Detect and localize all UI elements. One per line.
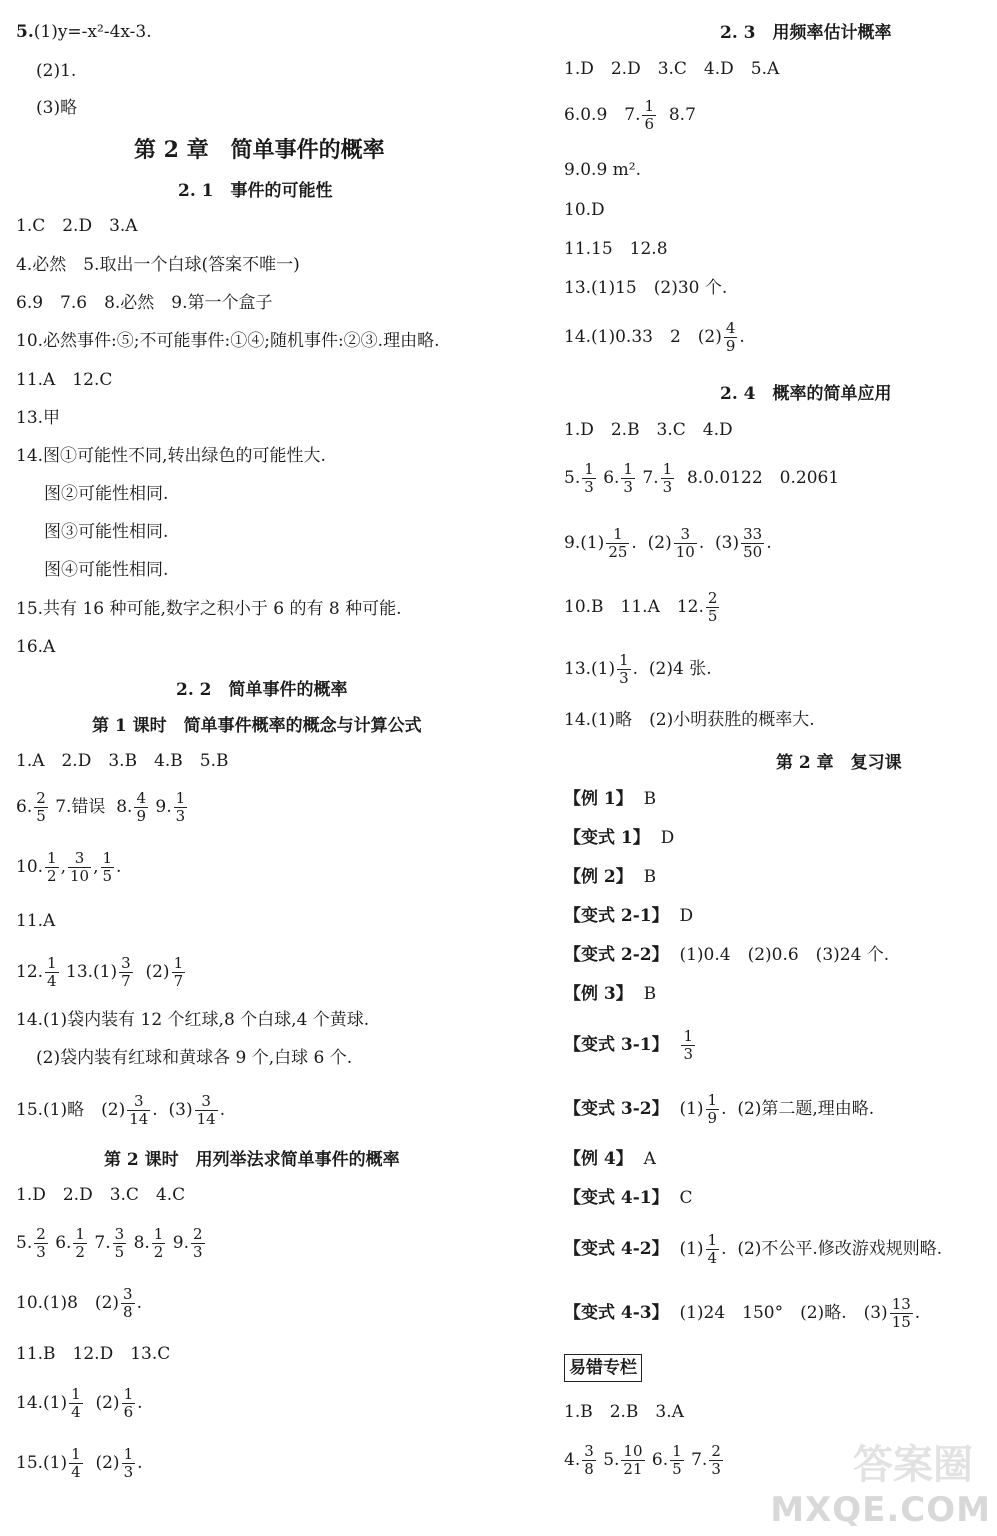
error-line-4: 4. $\frac{3}{8}$ 5. $\frac{10}{21}$ 6. $\frac{1}{5}$ 7. $\frac{2}{3}$ — [564, 1442, 721, 1478]
section-2-3-title: 2. 3 用频率估计概率 — [720, 23, 892, 43]
s21-line: 6.9 7.6 8.必然 9.第一个盒子 — [16, 293, 273, 313]
review-item: 【例 4】 A — [564, 1149, 656, 1169]
s23-line: 9.0.9 m². — [564, 160, 641, 180]
s23-line: 1.D 2.D 3.C 4.D 5.A — [564, 59, 780, 79]
s21-line: 10.必然事件:⑤;不可能事件:①④;随机事件:②③.理由略. — [16, 331, 440, 351]
fraction: $\frac{2}{5}$ — [36, 789, 46, 825]
s21-line: 图②可能性相同. — [44, 484, 169, 504]
fraction: $\frac{1}{25}$ — [608, 525, 628, 561]
s23-line-6: 6.0.9 7. $\frac{1}{6}$ 8.7 — [564, 97, 696, 133]
s21-line: 图③可能性相同. — [44, 522, 169, 542]
s21-line: 4.必然 5.取出一个白球(答案不唯一) — [16, 255, 300, 275]
fraction: $\frac{1}{4}$ — [707, 1231, 718, 1267]
k2-line-10: 10.(1)8 (2) $\frac{3}{8}$ . — [16, 1285, 142, 1321]
fraction: $\frac{1}{3}$ — [683, 1027, 693, 1063]
fraction: $\frac{33}{50}$ — [743, 525, 763, 561]
fraction: $\frac{3}{8}$ — [123, 1285, 133, 1321]
answer-5: 5.(1)y=-x²-4x-3. — [16, 22, 152, 42]
s21-line: 11.A 12.C — [16, 370, 113, 390]
fraction: $\frac{3}{10}$ — [675, 525, 695, 561]
review-item-4-2: 【变式 4-2】 (1) $\frac{1}{4}$ . (2)不公平.修改游戏规则略. — [564, 1231, 943, 1267]
fraction: $\frac{1}{5}$ — [102, 849, 113, 885]
fraction: $\frac{1}{5}$ — [672, 1442, 682, 1478]
fraction: $\frac{1}{6}$ — [644, 97, 655, 133]
review-item-4-3: 【变式 4-3】 (1)24 150° (2)略. (3) $\frac{13}{15}$ . — [564, 1295, 921, 1331]
k1-line-10: 10. $\frac{1}{2}$ , $\frac{3}{10}$ , $\frac{1}{5}$ . — [16, 849, 122, 885]
k2-line-5: 5. $\frac{2}{3}$ 6. $\frac{1}{2}$ 7. $\frac{3}{5}$ 8. $\frac{1}{2}$ 9. $\frac{2}{3}$ — [16, 1225, 203, 1261]
review-item: 【变式 4-1】 C — [564, 1188, 693, 1208]
fraction: $\frac{4}{9}$ — [725, 319, 736, 355]
watermark-logo: 答案圈 — [853, 1442, 973, 1488]
lesson-1-title: 第 1 课时 简单事件概率的概念与计算公式 — [92, 716, 422, 736]
fraction: $\frac{3}{14}$ — [196, 1092, 216, 1128]
fraction: $\frac{1}{3}$ — [623, 460, 633, 496]
fraction: $\frac{3}{7}$ — [121, 954, 131, 990]
error-column-title: 易错专栏 — [564, 1354, 642, 1382]
section-2-4-title: 2. 4 概率的简单应用 — [720, 384, 892, 404]
review-item: 【例 1】 B — [564, 789, 657, 809]
fraction: $\frac{3}{8}$ — [584, 1442, 594, 1478]
review-item: 【例 2】 B — [564, 867, 657, 887]
s24-line-10: 10.B 11.A 12. $\frac{2}{5}$ — [564, 589, 718, 625]
section-2-2-title: 2. 2 简单事件的概率 — [176, 680, 348, 700]
fraction: $\frac{1}{6}$ — [123, 1385, 134, 1421]
k2-line-14: 14.(1) $\frac{1}{4}$ (2) $\frac{1}{6}$ . — [16, 1385, 143, 1421]
fraction: $\frac{1}{2}$ — [75, 1225, 85, 1261]
k1-line-12: 12. $\frac{1}{4}$ 13.(1) $\frac{3}{7}$ (2) $\frac{1}{7}$ — [16, 954, 184, 990]
fraction: $\frac{1}{2}$ — [47, 849, 57, 885]
s21-line: 13.甲 — [16, 408, 61, 428]
review-title: 第 2 章 复习课 — [776, 753, 902, 773]
k2-line-15: 15.(1) $\frac{1}{4}$ (2) $\frac{1}{3}$ . — [16, 1445, 143, 1481]
fraction: $\frac{3}{10}$ — [70, 849, 90, 885]
watermark-url: MXQE.COM — [770, 1490, 991, 1530]
fraction: $\frac{1}{3}$ — [619, 651, 629, 687]
chapter-title: 第 2 章 简单事件的概率 — [134, 137, 385, 163]
s23-line: 13.(1)15 (2)30 个. — [564, 278, 728, 298]
fraction: $\frac{2}{3}$ — [711, 1442, 721, 1478]
k1-line-15: 15.(1)略 (2) $\frac{3}{14}$ . (3) $\frac{3}{14}$ . — [16, 1092, 226, 1128]
fraction: $\frac{13}{15}$ — [891, 1295, 911, 1331]
lesson-2-title: 第 2 课时 用列举法求简单事件的概率 — [104, 1150, 400, 1170]
fraction: $\frac{1}{4}$ — [47, 954, 57, 990]
review-item-3-1: 【变式 3-1】 $\frac{1}{3}$ — [564, 1027, 693, 1063]
review-item: 【变式 2-1】 D — [564, 906, 694, 926]
fraction: $\frac{1}{3}$ — [662, 460, 673, 496]
s24-line: 14.(1)略 (2)小明获胜的概率大. — [564, 710, 815, 730]
s24-line: 1.D 2.B 3.C 4.D — [564, 420, 733, 440]
fraction: $\frac{1}{3}$ — [175, 789, 186, 825]
fraction: $\frac{3}{5}$ — [114, 1225, 125, 1261]
s21-line: 16.A — [16, 637, 56, 657]
s21-line: 图④可能性相同. — [44, 560, 169, 580]
s23-line: 10.D — [564, 200, 605, 220]
fraction: $\frac{1}{4}$ — [71, 1385, 81, 1421]
s23-line-14: 14.(1)0.33 2 (2) $\frac{4}{9}$ . — [564, 319, 745, 355]
k1-line: (2)袋内装有红球和黄球各 9 个,白球 6 个. — [36, 1048, 353, 1068]
error-line: 1.B 2.B 3.A — [564, 1402, 684, 1422]
s23-line: 11.15 12.8 — [564, 239, 668, 259]
answer-5-3: (3)略 — [36, 98, 78, 118]
fraction: $\frac{1}{9}$ — [707, 1091, 718, 1127]
review-item: 【变式 2-2】 (1)0.4 (2)0.6 (3)24 个. — [564, 945, 890, 965]
fraction: $\frac{10}{21}$ — [623, 1442, 643, 1478]
section-2-1-title: 2. 1 事件的可能性 — [178, 181, 333, 201]
fraction: $\frac{4}{9}$ — [136, 789, 147, 825]
s24-line-13: 13.(1) $\frac{1}{3}$ . (2)4 张. — [564, 651, 712, 687]
fraction: $\frac{1}{3}$ — [123, 1445, 134, 1481]
review-item: 【变式 1】 D — [564, 828, 675, 848]
s21-line: 14.图①可能性不同,转出绿色的可能性大. — [16, 446, 326, 466]
review-item-3-2: 【变式 3-2】 (1) $\frac{1}{9}$ . (2)第二题,理由略. — [564, 1091, 875, 1127]
s24-line-5: 5. $\frac{1}{3}$ 6. $\frac{1}{3}$ 7. $\frac{1}{3}$ 8.0.0122 0.2061 — [564, 460, 840, 496]
fraction: $\frac{2}{3}$ — [36, 1225, 46, 1261]
s24-line-9: 9.(1) $\frac{1}{25}$ . (2) $\frac{3}{10}$ . (3) $\frac{33}{50}$ . — [564, 525, 772, 561]
k1-line: 11.A — [16, 911, 56, 931]
answer-5-2: (2)1. — [36, 61, 77, 81]
k2-line: 1.D 2.D 3.C 4.C — [16, 1185, 186, 1205]
fraction: $\frac{3}{14}$ — [129, 1092, 149, 1128]
fraction: $\frac{2}{3}$ — [192, 1225, 203, 1261]
fraction: $\frac{1}{7}$ — [173, 954, 184, 990]
s21-line: 15.共有 16 种可能,数字之积小于 6 的有 8 种可能. — [16, 599, 402, 619]
fraction: $\frac{2}{5}$ — [707, 589, 718, 625]
review-item: 【例 3】 B — [564, 984, 657, 1004]
fraction: $\frac{1}{2}$ — [153, 1225, 164, 1261]
s21-line: 1.C 2.D 3.A — [16, 216, 138, 236]
k1-line-6: 6. $\frac{2}{5}$ 7.错误 8. $\frac{4}{9}$ 9. $\frac{1}{3}$ — [16, 789, 186, 825]
k1-line: 1.A 2.D 3.B 4.B 5.B — [16, 751, 229, 771]
k1-line: 14.(1)袋内装有 12 个红球,8 个白球,4 个黄球. — [16, 1010, 370, 1030]
fraction: $\frac{1}{4}$ — [71, 1445, 81, 1481]
k2-line: 11.B 12.D 13.C — [16, 1344, 171, 1364]
fraction: $\frac{1}{3}$ — [584, 460, 594, 496]
